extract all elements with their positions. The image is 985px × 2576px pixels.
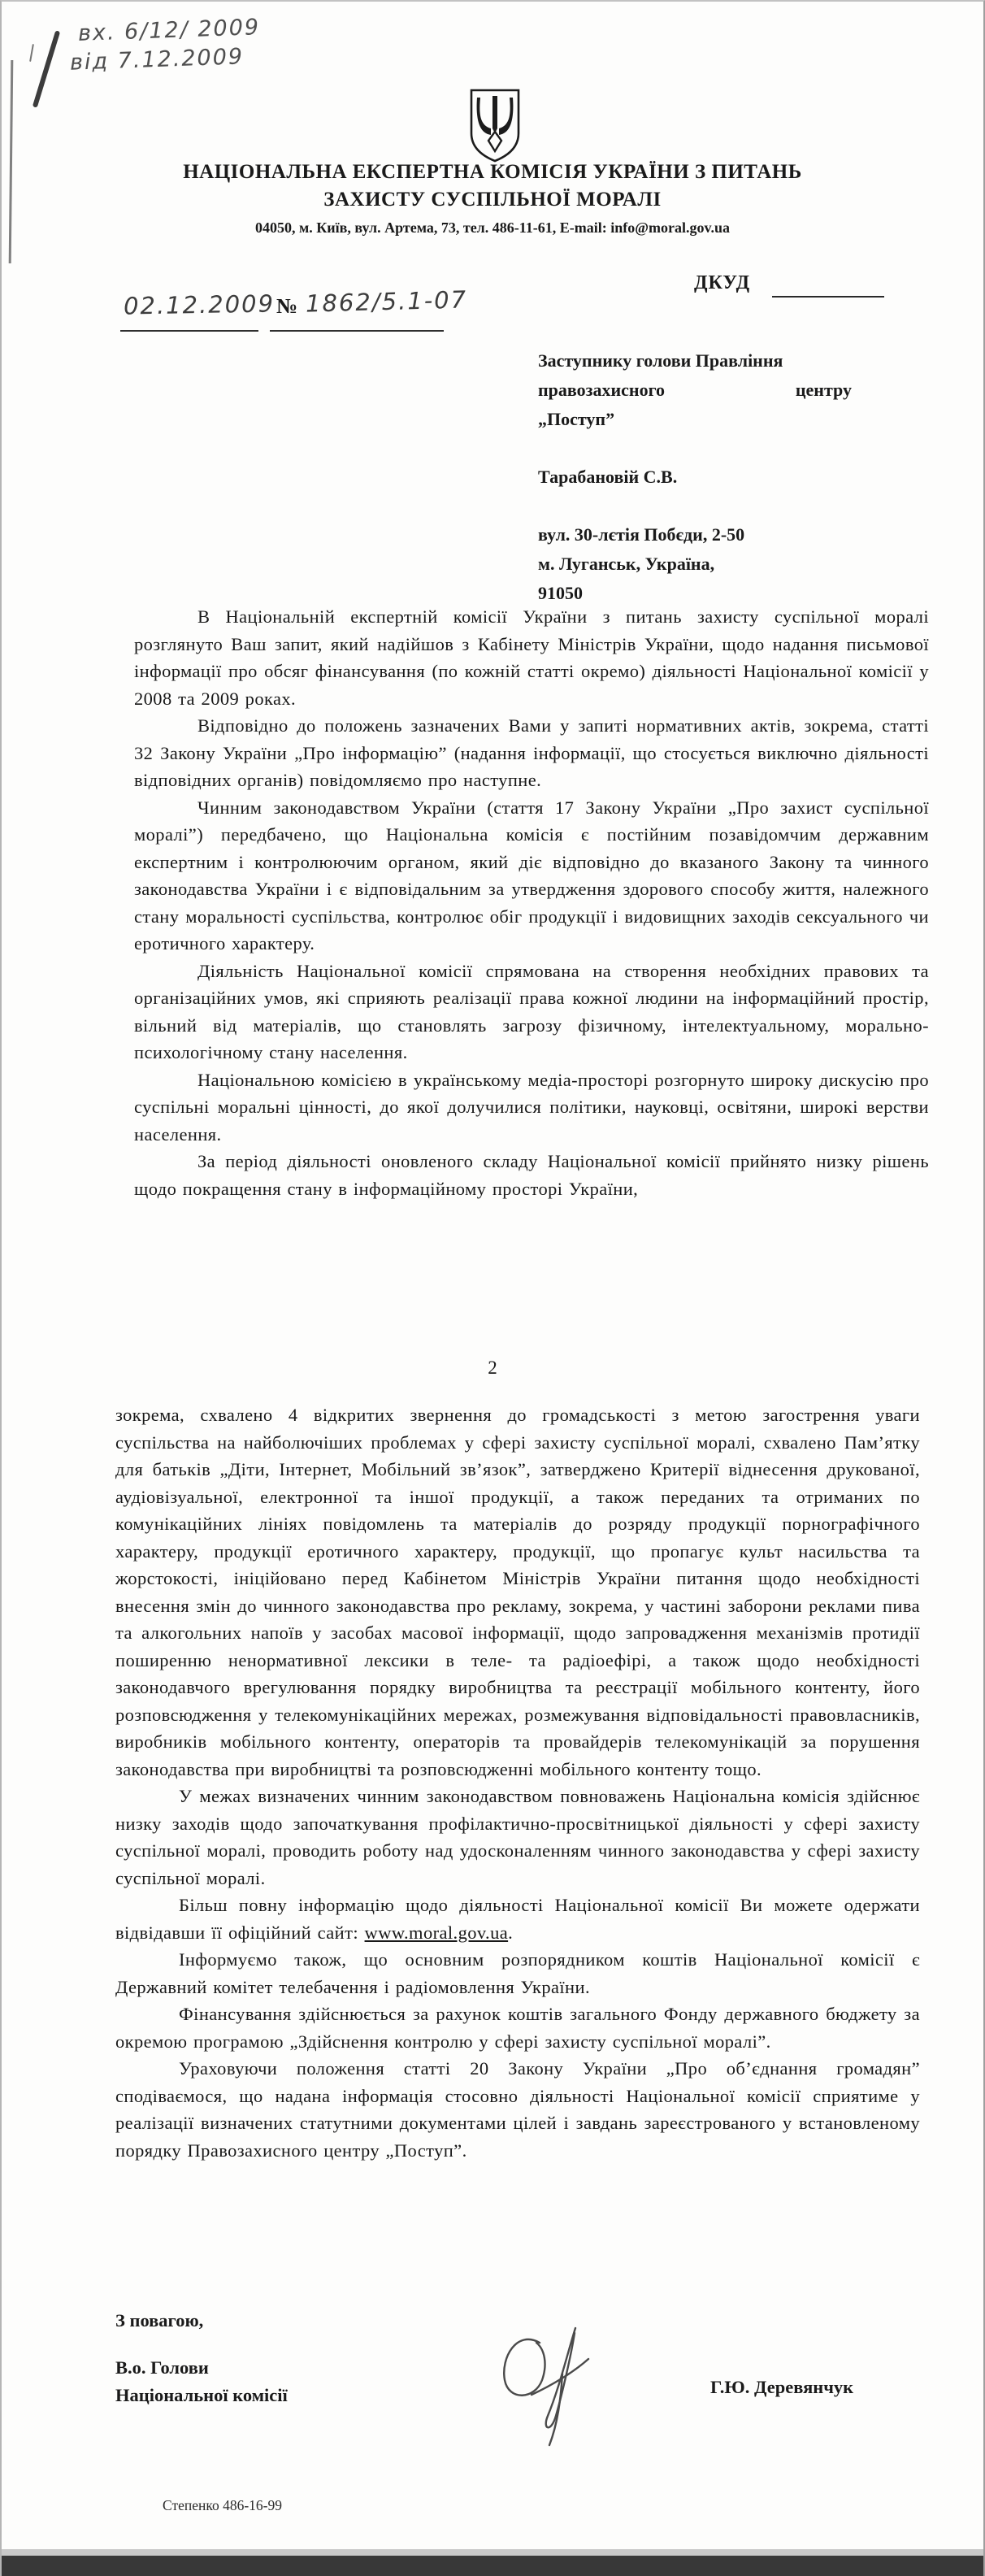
signer-name: Г.Ю. Деревянчук bbox=[710, 2377, 854, 2397]
recipient-line2-left: правозахисного bbox=[538, 380, 666, 400]
reg-no-symbol: № bbox=[276, 294, 298, 318]
page2-body bbox=[115, 1401, 920, 2164]
recipient-line3: „Поступ” bbox=[538, 409, 615, 429]
paragraph-continuation: зокрема, схвалено 4 відкритих звернення до громадськості з метою загострення уваги суспільства на найболючіших проблемах у сфері захисту суспільної моралі, схвалено Пам’ятку для батьків „Діти, Інтернет, Мобільний зв’язок”, затверджено Критерії віднесення друкованої, аудіовізуальної, електронної та іншої продукції, а також переданих та отриманих по комунікаційних лініях повідомлень та матеріалів до розряду продукції порнографічного характеру, продукції еротичного характеру, продукції, що пропагує культ насильства та жорстокості, ініційовано перед Кабінетом Міністрів України питання щодо необхідності внесення змін до чинного законодавства про рекламу, зокрема, у частині заборони реклами пива та алкогольних напоїв у засобах масової інформації, щодо запровадження механізмів протидії поширенню ненормативної лексики в теле- та радіоефірі, а також щодо необхідності законодавчого врегулювання порядку виробництва та реєстрації мобільного контенту, його розповсюдження у телекомунікаційних мережах, розмежування відповідальності правовласників, виробників мобільного контенту, операторів та провайдерів телекомунікацій за порушення законодавства при виробництві та розповсюдженні мобільного контенту тощо. bbox=[115, 1405, 920, 1779]
scan-bottom-edge-light bbox=[2, 2549, 983, 2556]
handwritten-note-2: від 7.12.2009 bbox=[69, 44, 245, 76]
recipient-line1: Заступнику голови Правління bbox=[538, 350, 783, 371]
org-name-line2: ЗАХИСТУ СУСПІЛЬНОЇ МОРАЛІ bbox=[323, 189, 662, 211]
org-address: 04050, м. Київ, вул. Артема, 73, тел. 486-11-61, E-mail: info@moral.gov.ua bbox=[254, 219, 731, 236]
reg-date-underline bbox=[120, 330, 258, 332]
paragraph: Фінансування здійснюється за рахунок коштів загального Фонду державного бюджету за окремою програмою „Здійснення контролю у сфері захисту суспільної моралі”. bbox=[115, 2004, 920, 2052]
reg-date-handwritten: 02.12.2009 bbox=[123, 289, 276, 320]
recipient-city: м. Луганськ, Україна, bbox=[538, 554, 715, 574]
paragraph: Чинним законодавством України (стаття 17 Закону України „Про захист суспільної моралі”) передбачено, що Національна комісія є постійним позавідомчим державним експертним і контролюючим органом, який діє відповідно до вказаного Закону та чинного законодавства України і є відповідальним за утвердження здорового способу життя, належного стану моральності суспільства, контролює обіг продукції і видовищних заходів сексуального чи еротичного характеру. bbox=[134, 797, 929, 954]
pen-tick-mark bbox=[29, 44, 34, 62]
recipient-line2 bbox=[538, 376, 852, 405]
signer-position-line1: В.о. Голови bbox=[115, 2357, 209, 2378]
trident-emblem-icon bbox=[468, 88, 522, 164]
paragraph: Діяльність Національної комісії спрямована на створення необхідних правових та організаційних умов, які сприяють реалізації права кожної людини на інформаційний простір, вільний від матеріалів, що становлять загрозу фізичному, інтелектуальному, морально-психологічному стану населення. bbox=[134, 960, 929, 1062]
pen-slash-mark bbox=[33, 30, 60, 107]
paragraph: Ураховуючи положення статті 20 Закону України „Про об’єднання громадян” сподіваємося, що надана інформація стосовно діяльності Національної комісії сприятиме у реалізації визначених статутними документами цілей і завдань зареєстрованого у встановленому порядку Правозахисного центру „Поступ”. bbox=[115, 2058, 920, 2161]
signer-position bbox=[115, 2354, 288, 2409]
website-line-after: . bbox=[508, 1922, 514, 1943]
signature-icon bbox=[494, 2323, 640, 2453]
recipient-block bbox=[538, 346, 852, 608]
website-line-before: Більш повну інформацію щодо діяльності Національної комісії Ви можете одержати відвідавши її офіційний сайт: bbox=[115, 1895, 920, 1943]
page1-body bbox=[134, 603, 929, 1202]
handwritten-note-1: вх. 6/12/ 2009 bbox=[77, 15, 261, 46]
recipient-name: Тарабановій С.В. bbox=[538, 467, 678, 487]
paragraph: У межах визначених чинним законодавством повноважень Національна комісія здійснює низку заходів щодо започаткування профілактично-просвітницької діяльності у сфері захисту суспільної моралі, проводить роботу над удосконаленням чинного законодавства у сфері захисту суспільної моралі. bbox=[115, 1786, 920, 1888]
dkud-label: ДКУД bbox=[694, 272, 751, 293]
recipient-postcode: 91050 bbox=[538, 583, 583, 603]
executor-contact: Степенко 486-16-99 bbox=[163, 2497, 282, 2513]
reg-number-underline bbox=[270, 330, 444, 332]
recipient-line2-right: центру bbox=[795, 380, 852, 400]
closing-salutation: З повагою, bbox=[115, 2310, 204, 2331]
org-name-line1: НАЦІОНАЛЬНА ЕКСПЕРТНА КОМІСІЯ УКРАЇНИ З ПИТАНЬ bbox=[183, 161, 802, 183]
signer-position-line2: Національної комісії bbox=[115, 2385, 288, 2405]
website-url: www.moral.gov.ua bbox=[364, 1922, 509, 1943]
paragraph: Інформуємо також, що основним розпорядником коштів Національної комісії є Державний комітет телебачення і радіомовлення України. bbox=[115, 1949, 920, 1997]
recipient-street: вул. 30-лєтія Побєди, 2-50 bbox=[538, 524, 745, 545]
paragraph: Національною комісією в українському медіа-просторі розгорнуто широку дискусію про суспільні моральні цінності, до якої долучилися політики, науковці, освітяни, широкі верстви населення. bbox=[134, 1069, 929, 1145]
paragraph: В Національній експертній комісії України з питань захисту суспільної моралі розглянуто Ваш запит, який надійшов з Кабінету Міністрів України, щодо надання письмової інформації про обсяг фінансування (по кожній статті окремо) діяльності Національної комісії у 2008 та 2009 роках. bbox=[134, 606, 929, 709]
page-number: 2 bbox=[488, 1358, 497, 1378]
paragraph-website bbox=[115, 1892, 920, 1946]
paragraph: Відповідно до положень зазначених Вами у запиті нормативних актів, зокрема, статті 32 Закону України „Про інформацію” (надання інформації, що стосується виключно діяльності відповідних органів) повідомляємо про наступне. bbox=[134, 715, 929, 790]
paragraph: За період діяльності оновленого складу Національної комісії прийнято низку рішень щодо покращення стану в інформаційному просторі України, bbox=[134, 1151, 929, 1199]
dkud-blank-line bbox=[772, 296, 884, 298]
scan-bottom-edge-dark bbox=[2, 2556, 983, 2576]
reg-number-handwritten: 1862/5.1-07 bbox=[305, 285, 468, 318]
